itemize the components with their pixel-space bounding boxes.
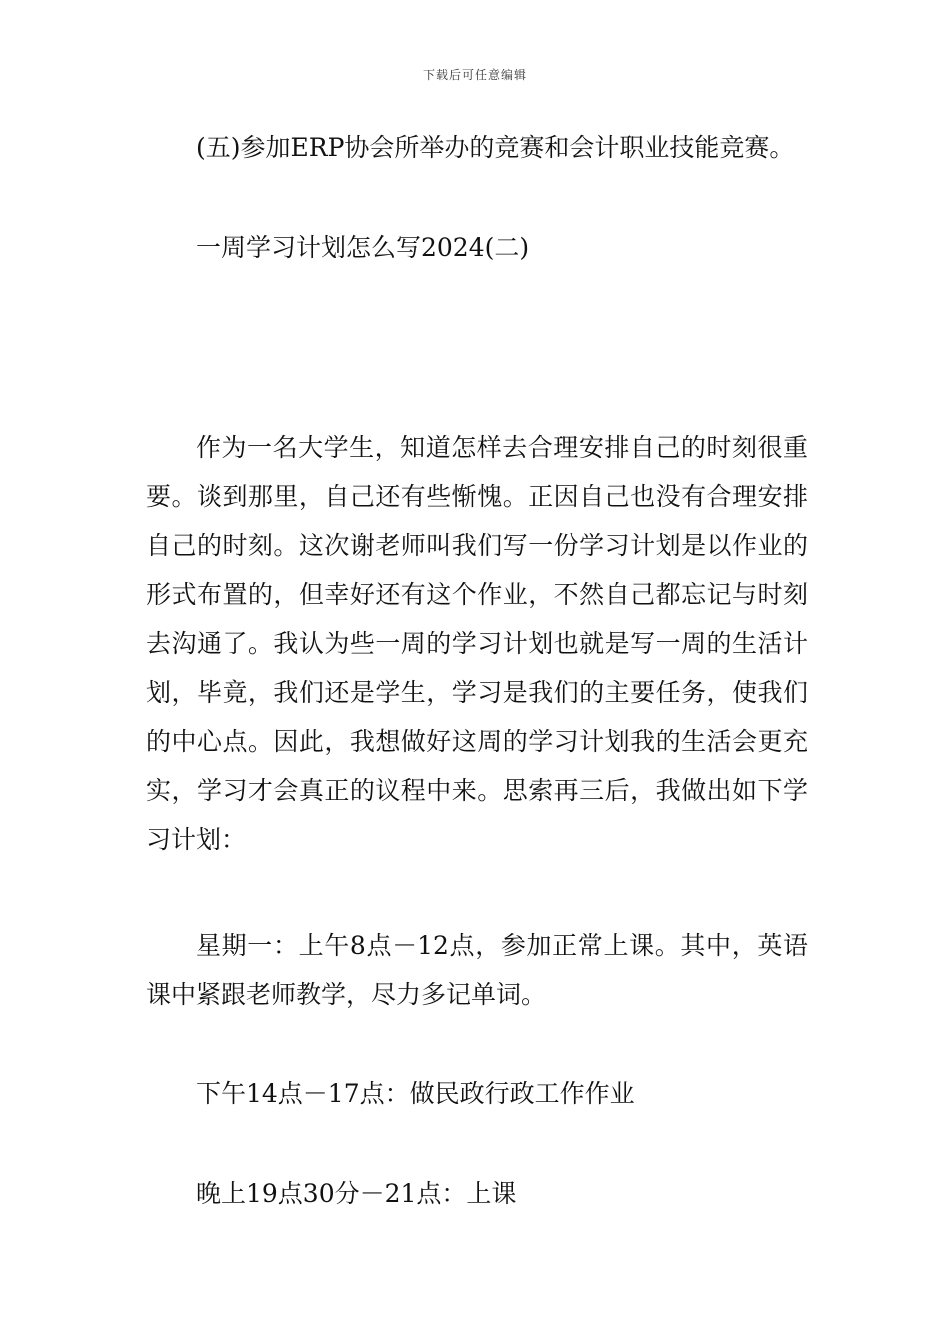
evening-schedule-line: 晚上19点30分－21点：上课	[196, 1179, 517, 1208]
item-five-line: (五)参加ERP协会所举办的竞赛和会计职业技能竞赛。	[196, 133, 795, 162]
afternoon-schedule-line: 下午14点－17点：做民政行政工作作业	[196, 1079, 635, 1108]
intro-paragraph: 作为一名大学生，知道怎样去合理安排自己的时刻很重要。谈到那里，自己还有些惭愧。正因自己也没有合理安排自己的时刻。这次谢老师叫我们写一份学习计划是以作业的形式布置的，但幸好还有这个作业，不然自己都忘记与时刻去沟通了。我认为些一周的学习计划也就是写一周的生活计划，毕竟，我们还是学生，学习是我们的主要任务，使我们的中心点。因此，我想做好这周的学习计划我的生活会更充实，学习才会真正的议程中来。思索再三后，我做出如下学习计划：	[146, 433, 808, 854]
page-header-note: 下载后可任意编辑	[422, 68, 527, 82]
section-title: 一周学习计划怎么写2024(二)	[196, 233, 530, 262]
monday-paragraph: 星期一：上午8点－12点，参加正常上课。其中，英语课中紧跟老师教学，尽力多记单词。	[146, 931, 808, 1009]
